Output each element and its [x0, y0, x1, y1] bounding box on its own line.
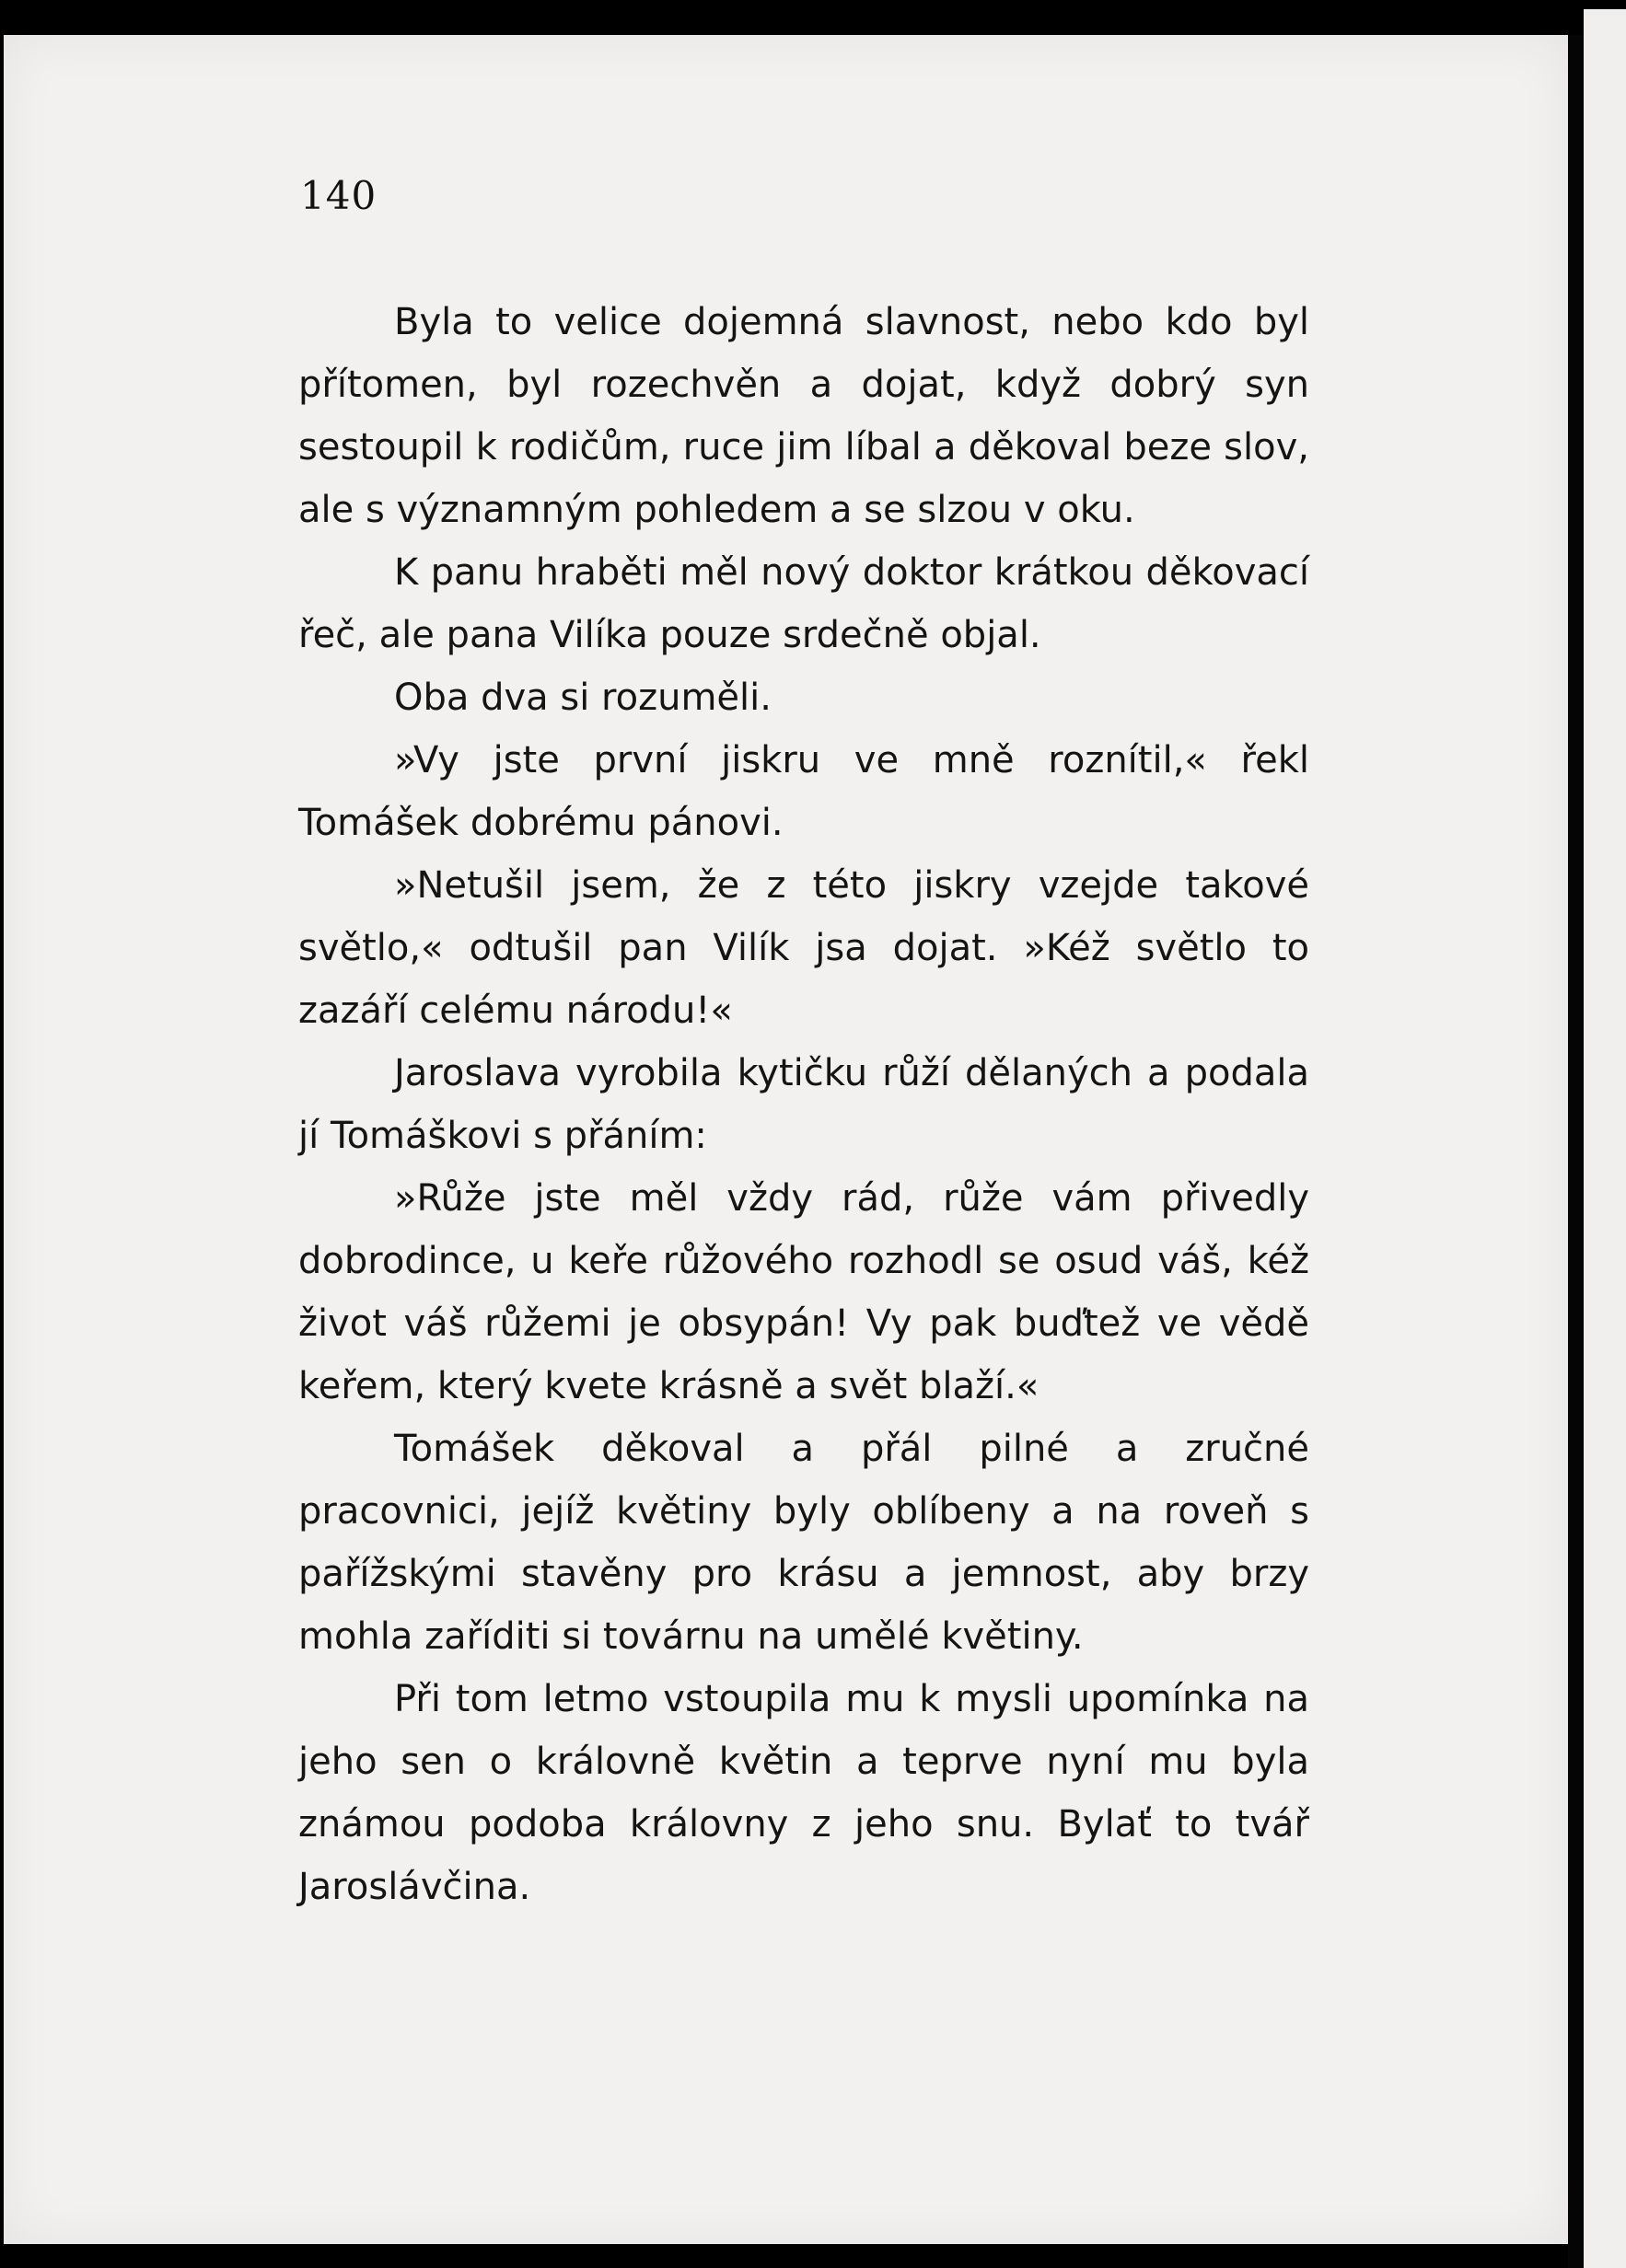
paragraph: Při tom letmo vstoupila mu k mysli upomínka na jeho sen o královně květin a teprve nyní mu byla známou podoba královny z jeho snu. Bylať to tvář Jaroslávčina.	[298, 1678, 1309, 1908]
paragraph: Oba dva si rozuměli.	[394, 677, 772, 719]
adjacent-page-edge	[1584, 9, 1626, 2268]
paragraph: »Růže jste měl vždy rád, růže vám přivedly dobrodince, u keře růžového rozhodl se osud váš, kéž život váš růžemi je obsypán! Vy pak buďtež ve vědě keřem, který kvete krásně a svět blaží.«	[298, 1177, 1309, 1407]
paragraph: Jaroslava vyrobila kytičku růží dělaných a podala jí Tomáškovi s přáním:	[298, 1052, 1309, 1157]
paragraph: »Netušil jsem, že z této jiskry vzejde takové světlo,« odtušil pan Vilík jsa dojat. »Kéž světlo to zazáří celému národu!«	[298, 864, 1309, 1032]
paragraph: Byla to velice dojemná slavnost, nebo kdo byl přítomen, byl rozechvěn a dojat, když dobrý syn sestoupil k rodičům, ruce jim líbal a děkoval beze slov, ale s významným pohledem a se slzou v oku.	[298, 301, 1309, 531]
paragraph: K panu hraběti měl nový doktor krátkou děkovací řeč, ale pana Vilíka pouze srdečně objal.	[298, 551, 1309, 656]
page-number: 140	[300, 173, 377, 218]
body-text	[298, 291, 1309, 1918]
paragraph: Tomášek děkoval a přál pilné a zručné pracovnici, jejíž květiny byly oblíbeny a na roveň s pařížskými stavěny pro krásu a jemnost, aby brzy mohla zaříditi si továrnu na umělé květiny.	[298, 1428, 1309, 1658]
paragraph: »Vy jste první jiskru ve mně roznítil,« řekl Tomášek dobrému pánovi.	[298, 739, 1309, 844]
page-gutter	[1568, 35, 1584, 2268]
